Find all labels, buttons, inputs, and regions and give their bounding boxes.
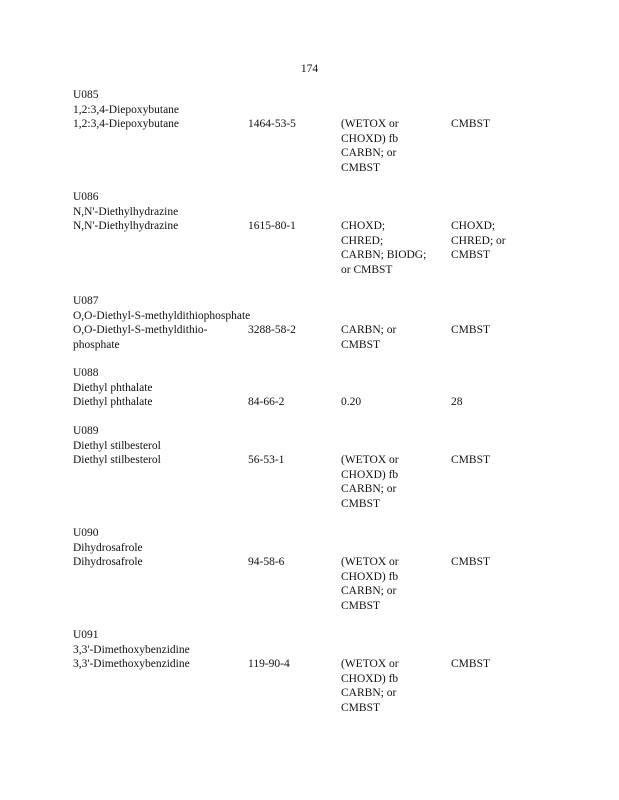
standard-b-line: CHRED; or: [451, 234, 506, 247]
standard-b-line: CMBST: [451, 324, 490, 336]
cas-number: [248, 219, 338, 234]
cas-number-text: 1464-53-5: [248, 118, 296, 130]
constituent-heading: Dihydrosafrole: [73, 541, 143, 554]
entry-row: [73, 657, 553, 715]
waste-code: U087: [73, 295, 99, 307]
constituent-heading: O,O-Diethyl-S-methyldithiophosphate: [73, 309, 251, 322]
cas-number: [248, 117, 338, 132]
constituent-name-line: N,N'-Diethylhydrazine: [73, 220, 179, 232]
standard-a-line: CMBST: [341, 497, 380, 510]
standard-b-line: CMBST: [451, 249, 490, 261]
standard-column-b: [451, 395, 551, 410]
standard-column-b: [451, 117, 551, 132]
standard-a-line: CHOXD;: [341, 220, 386, 232]
standard-column-a: [341, 453, 446, 511]
waste-code: U090: [73, 527, 99, 539]
standard-a-line: CMBST: [341, 338, 380, 351]
standard-column-b: [451, 219, 551, 263]
waste-entry: [73, 366, 553, 410]
constituent-name: [73, 117, 243, 132]
constituent-heading: 3,3'-Dimethoxybenzidine: [73, 643, 190, 656]
cas-number-text: 56-53-1: [248, 454, 285, 466]
constituent-heading: Diethyl stilbesterol: [73, 439, 161, 452]
standard-column-b: [451, 555, 551, 570]
waste-entry: [73, 190, 553, 277]
waste-entry: [73, 424, 553, 511]
cas-number: [248, 555, 338, 570]
waste-entry: [73, 526, 553, 613]
constituent-name-line: 1,2:3,4-Diepoxybutane: [73, 118, 180, 130]
constituent-name: [73, 657, 243, 672]
cas-number-text: 119-90-4: [248, 658, 290, 670]
constituent-name-line: 3,3'-Dimethoxybenzidine: [73, 658, 190, 670]
standard-column-b: [451, 657, 551, 672]
standard-column-a: [341, 555, 446, 613]
constituent-heading: Diethyl phthalate: [73, 381, 153, 394]
waste-code: U086: [73, 191, 99, 203]
constituent-name-line: O,O-Diethyl-S-methyldithio-: [73, 324, 208, 336]
constituent-name-line: Diethyl stilbesterol: [73, 454, 161, 466]
waste-code: U089: [73, 425, 99, 437]
waste-entry: [73, 294, 553, 352]
standard-b-line: CMBST: [451, 556, 490, 568]
standard-b-line: CHOXD;: [451, 220, 496, 232]
standard-a-line: CARBN; BIODG;: [341, 249, 427, 261]
standard-a-line: (WETOX or: [341, 658, 399, 670]
constituent-name: [73, 555, 243, 570]
standard-a-line: CMBST: [341, 161, 380, 174]
constituent-name-line: Diethyl phthalate: [73, 396, 153, 408]
standard-column-a: [341, 657, 446, 715]
standard-column-b: [451, 453, 551, 468]
entry-row: [73, 395, 553, 410]
waste-entry: [73, 88, 553, 175]
standard-a-line: (WETOX or: [341, 118, 399, 130]
cas-number-text: 94-58-6: [248, 556, 285, 568]
waste-code: U091: [73, 629, 99, 641]
waste-entry: [73, 628, 553, 715]
entry-row: [73, 453, 553, 511]
cas-number: [248, 657, 338, 672]
entry-row: [73, 323, 553, 352]
standard-a-line: CMBST: [341, 599, 380, 612]
standard-column-a: [341, 117, 446, 175]
standard-b-line: 28: [451, 396, 463, 408]
constituent-name: [73, 219, 243, 234]
entry-row: [73, 555, 553, 613]
standard-a-line: CARBN; or: [341, 147, 397, 159]
standard-b-line: CMBST: [451, 118, 490, 130]
standard-a-line: CHOXD) fb: [341, 132, 399, 145]
constituent-name-line: phosphate: [73, 338, 120, 351]
cas-number: [248, 395, 338, 410]
standard-a-line: or CMBST: [341, 263, 393, 276]
constituent-name: [73, 323, 243, 352]
constituent-name-line: Dihydrosafrole: [73, 556, 143, 568]
entry-row: [73, 219, 553, 277]
standard-a-line: CMBST: [341, 701, 380, 714]
cas-number: [248, 453, 338, 468]
standard-a-line: CHOXD) fb: [341, 672, 399, 685]
constituent-heading: N,N'-Diethylhydrazine: [73, 205, 179, 218]
cas-number-text: 84-66-2: [248, 396, 285, 408]
entry-row: [73, 117, 553, 175]
standard-b-line: CMBST: [451, 658, 490, 670]
standard-a-line: CHOXD) fb: [341, 468, 399, 481]
page-number: 174: [300, 63, 319, 75]
cas-number: [248, 323, 338, 338]
constituent-name: [73, 453, 243, 468]
standard-a-line: 0.20: [341, 396, 362, 408]
standard-a-line: CHOXD) fb: [341, 570, 399, 583]
constituent-name: [73, 395, 243, 410]
constituent-heading: 1,2:3,4-Diepoxybutane: [73, 103, 180, 116]
waste-code: U085: [73, 89, 99, 101]
standard-a-line: CARBN; or: [341, 483, 397, 495]
waste-code: U088: [73, 367, 99, 379]
standard-a-line: (WETOX or: [341, 454, 399, 466]
cas-number-text: 3288-58-2: [248, 324, 296, 336]
standard-column-a: [341, 323, 446, 352]
standard-a-line: CARBN; or: [341, 324, 397, 336]
standard-column-b: [451, 323, 551, 338]
standard-column-a: [341, 395, 446, 410]
standard-b-line: CMBST: [451, 454, 490, 466]
standard-a-line: CARBN; or: [341, 585, 397, 597]
cas-number-text: 1615-80-1: [248, 220, 296, 232]
standard-a-line: (WETOX or: [341, 556, 399, 568]
standard-column-a: [341, 219, 446, 277]
standard-a-line: CARBN; or: [341, 687, 397, 699]
standard-a-line: CHRED;: [341, 234, 384, 247]
